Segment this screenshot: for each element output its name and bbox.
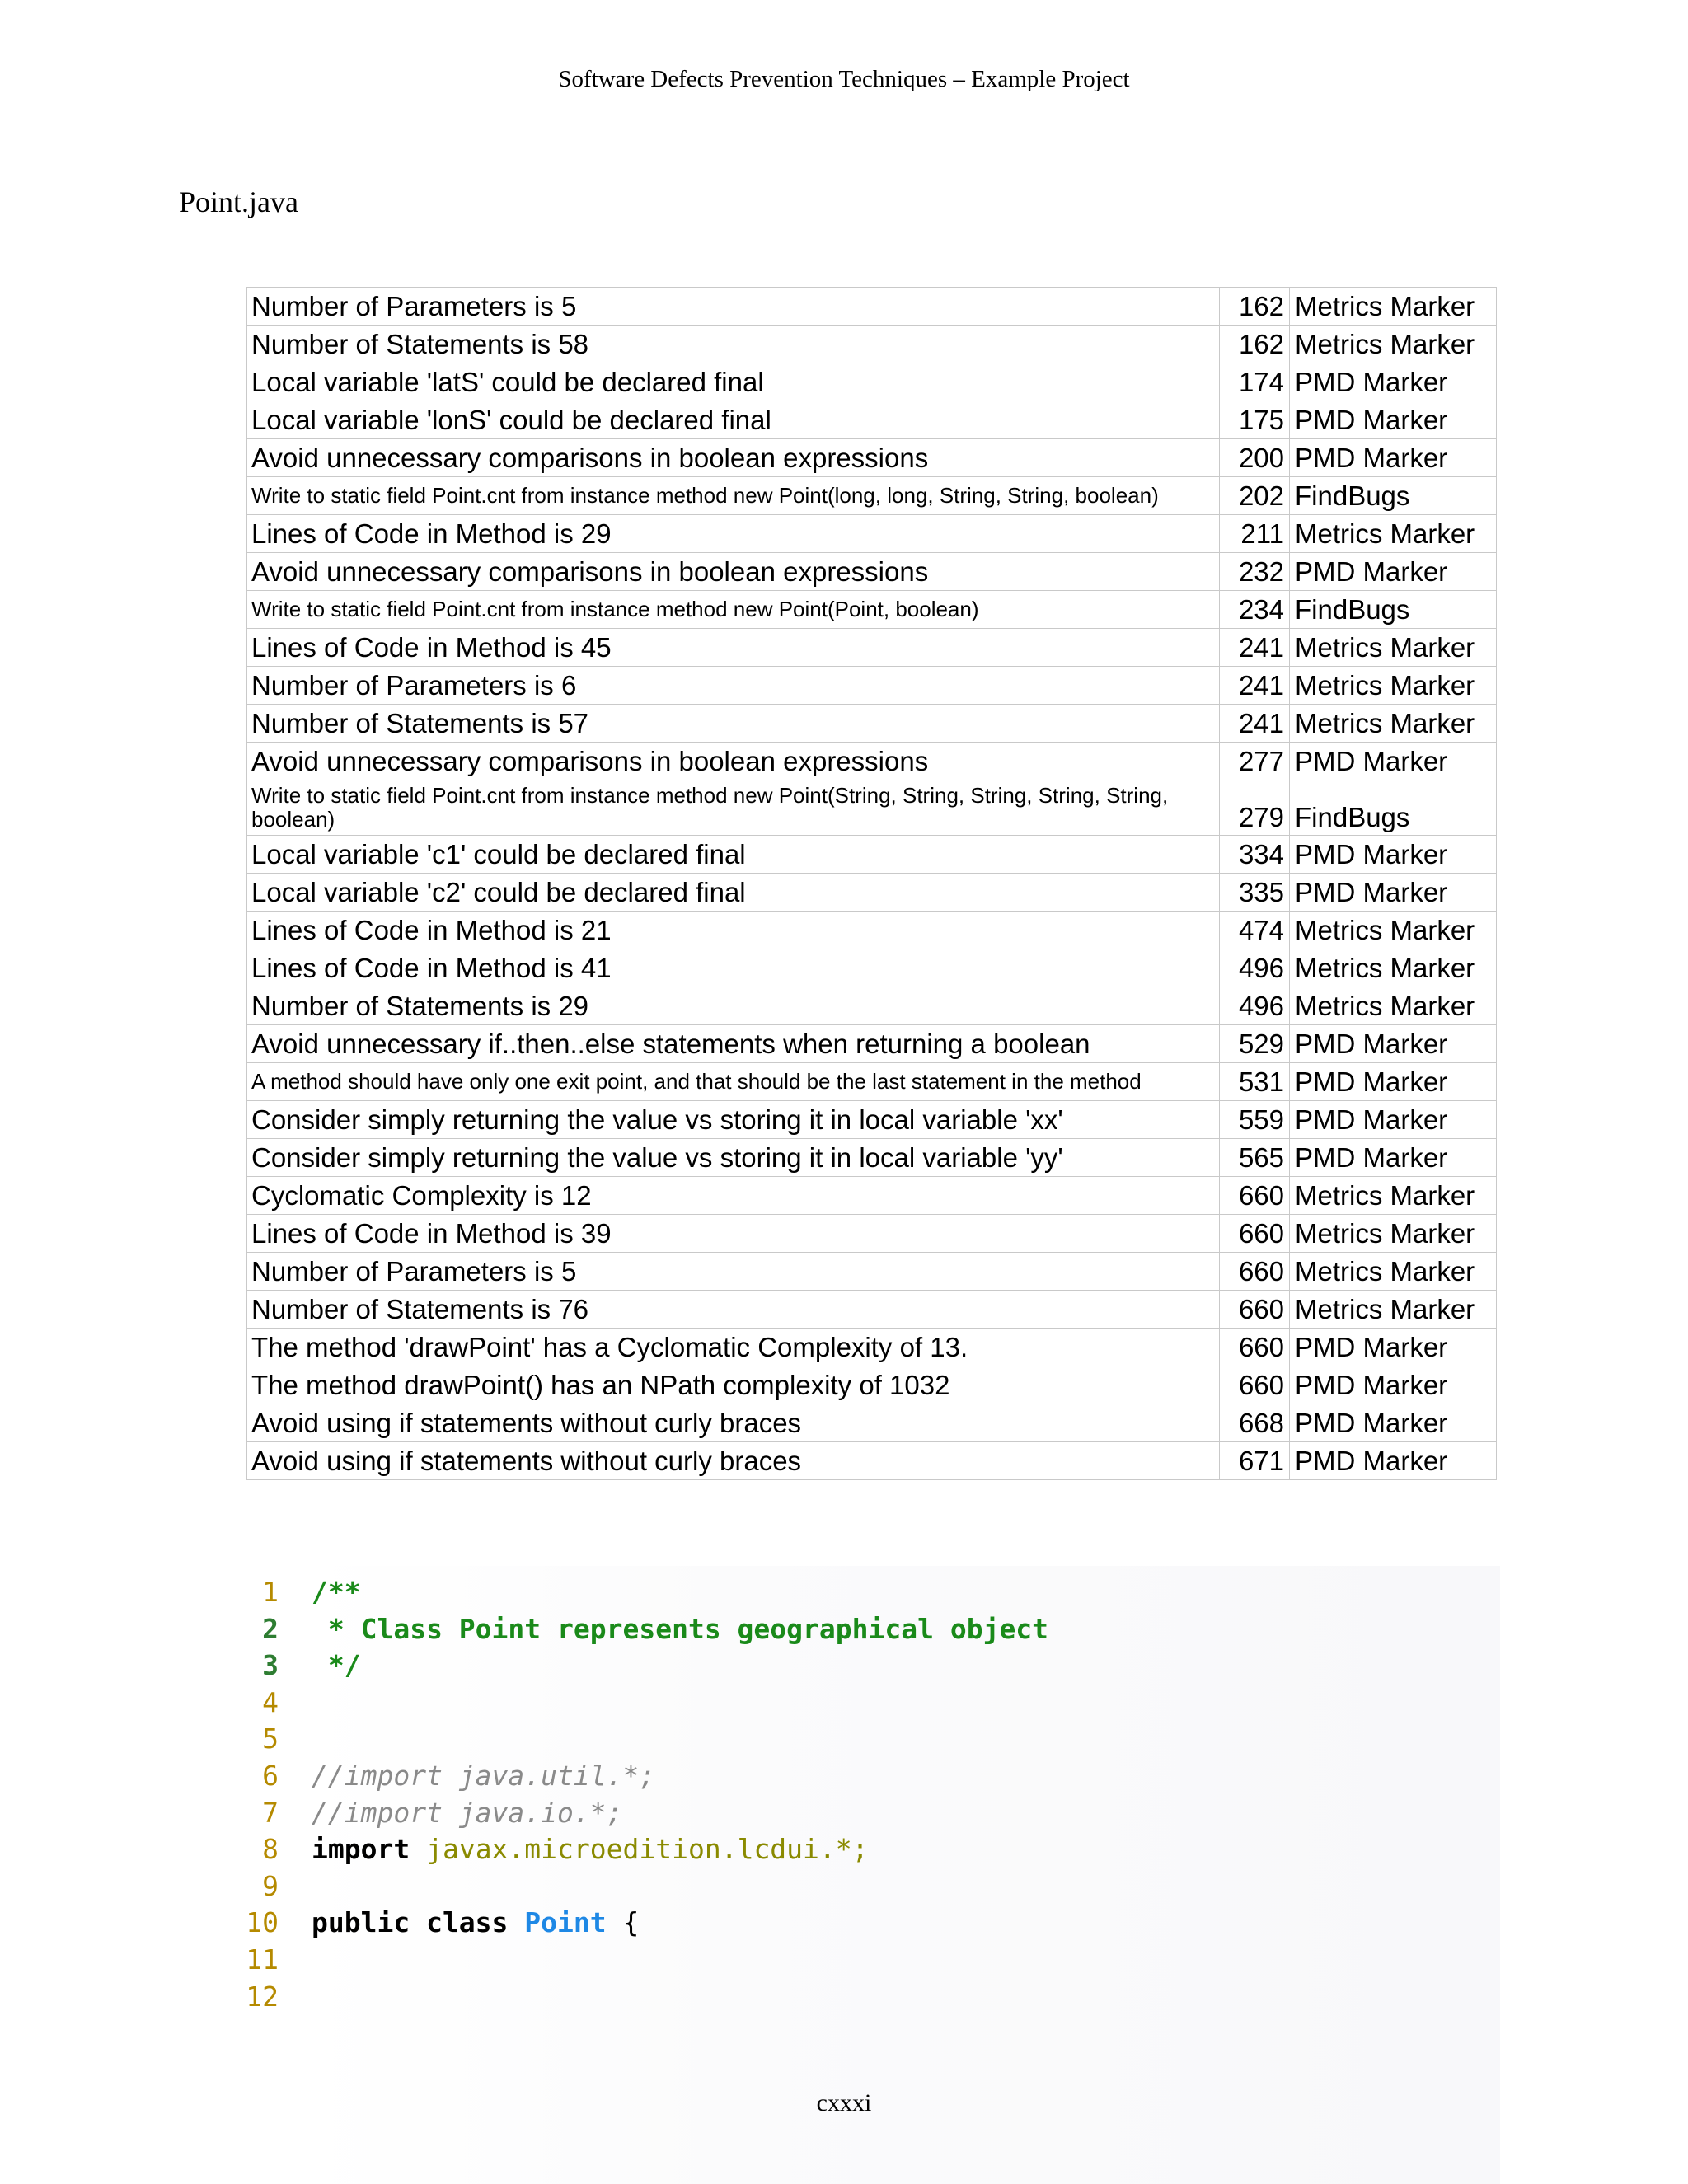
issue-description: Lines of Code in Method is 29: [247, 515, 1220, 553]
table-row: [247, 1404, 1497, 1442]
issue-description: Local variable 'lonS' could be declared final: [247, 401, 1220, 439]
table-row: [247, 780, 1497, 836]
issue-description: Lines of Code in Method is 39: [247, 1215, 1220, 1253]
table-row: [247, 705, 1497, 743]
issue-marker-type: FindBugs: [1290, 477, 1497, 515]
issue-line-number: 279: [1220, 780, 1290, 836]
issue-line-number: 241: [1220, 705, 1290, 743]
table-row: [247, 1063, 1497, 1101]
issue-marker-type: Metrics Marker: [1290, 288, 1497, 326]
code-line: [239, 1721, 1048, 1758]
issue-marker-type: PMD Marker: [1290, 1329, 1497, 1366]
issue-description: Lines of Code in Method is 45: [247, 629, 1220, 667]
table-row: [247, 326, 1497, 363]
issue-line-number: 496: [1220, 987, 1290, 1025]
table-row: [247, 1101, 1497, 1139]
line-number: 7: [262, 1796, 279, 1829]
issue-marker-type: PMD Marker: [1290, 836, 1497, 874]
issue-line-number: 529: [1220, 1025, 1290, 1063]
issue-description: The method 'drawPoint' has a Cyclomatic Complexity of 13.: [247, 1329, 1220, 1366]
issue-marker-type: Metrics Marker: [1290, 1253, 1497, 1291]
issue-description: Lines of Code in Method is 41: [247, 949, 1220, 987]
issue-line-number: 660: [1220, 1253, 1290, 1291]
table-row: [247, 553, 1497, 591]
table-row: [247, 667, 1497, 705]
table-row: [247, 629, 1497, 667]
issue-description: Avoid unnecessary if..then..else statements when returning a boolean: [247, 1025, 1220, 1063]
issue-marker-type: PMD Marker: [1290, 1404, 1497, 1442]
table-row: [247, 1139, 1497, 1177]
line-number: 6: [262, 1759, 279, 1792]
table-row: [247, 1442, 1497, 1480]
issue-marker-type: Metrics Marker: [1290, 667, 1497, 705]
code-token: Point: [524, 1906, 607, 1939]
code-line: [239, 1979, 1048, 2016]
table-row: [247, 1253, 1497, 1291]
issue-marker-type: FindBugs: [1290, 780, 1497, 836]
issue-line-number: 200: [1220, 439, 1290, 477]
issue-description: Avoid using if statements without curly braces: [247, 1442, 1220, 1480]
table-row: [247, 1291, 1497, 1329]
issue-description: The method drawPoint() has an NPath complexity of 1032: [247, 1366, 1220, 1404]
table-row: [247, 1177, 1497, 1215]
code-token: javax.microedition.lcdui.*;: [410, 1833, 869, 1866]
issue-line-number: 531: [1220, 1063, 1290, 1101]
issue-marker-type: Metrics Marker: [1290, 949, 1497, 987]
table-row: [247, 363, 1497, 401]
table-row: [247, 401, 1497, 439]
code-token: //import java.io.*;: [312, 1796, 623, 1829]
issue-marker-type: Metrics Marker: [1290, 1177, 1497, 1215]
issues-table: [246, 287, 1497, 1480]
table-row: [247, 836, 1497, 874]
issue-line-number: 660: [1220, 1291, 1290, 1329]
issue-marker-type: PMD Marker: [1290, 439, 1497, 477]
table-row: [247, 1329, 1497, 1366]
issue-description: Write to static field Point.cnt from instance method new Point(Point, boolean): [247, 591, 1220, 629]
line-number: 5: [262, 1722, 279, 1755]
issue-description: Write to static field Point.cnt from instance method new Point(String, String, String, String, String, boolean): [247, 780, 1220, 836]
issue-description: Number of Parameters is 6: [247, 667, 1220, 705]
page-number: cxxxi: [816, 2089, 872, 2116]
issue-marker-type: PMD Marker: [1290, 1025, 1497, 1063]
table-row: [247, 912, 1497, 949]
line-number: 1: [262, 1576, 279, 1608]
issue-marker-type: Metrics Marker: [1290, 1291, 1497, 1329]
issue-marker-type: Metrics Marker: [1290, 912, 1497, 949]
issue-description: Lines of Code in Method is 21: [247, 912, 1220, 949]
table-row: [247, 743, 1497, 780]
code-token: /**: [312, 1576, 361, 1608]
issue-description: Cyclomatic Complexity is 12: [247, 1177, 1220, 1215]
table-row: [247, 1215, 1497, 1253]
issue-line-number: 211: [1220, 515, 1290, 553]
table-row: [247, 515, 1497, 553]
issue-description: A method should have only one exit point, and that should be the last statement in the method: [247, 1063, 1220, 1101]
issue-description: Avoid unnecessary comparisons in boolean expressions: [247, 439, 1220, 477]
issue-line-number: 474: [1220, 912, 1290, 949]
line-number: 2: [262, 1612, 279, 1645]
issue-description: Avoid using if statements without curly braces: [247, 1404, 1220, 1442]
table-row: [247, 439, 1497, 477]
issue-marker-type: Metrics Marker: [1290, 987, 1497, 1025]
issue-marker-type: PMD Marker: [1290, 1366, 1497, 1404]
table-row: [247, 987, 1497, 1025]
issue-line-number: 162: [1220, 288, 1290, 326]
issue-marker-type: PMD Marker: [1290, 553, 1497, 591]
code-token: [508, 1906, 524, 1938]
issue-marker-type: Metrics Marker: [1290, 326, 1497, 363]
code-line: [239, 1758, 1048, 1795]
line-number: 3: [262, 1649, 279, 1682]
issue-description: Number of Statements is 29: [247, 987, 1220, 1025]
issue-marker-type: PMD Marker: [1290, 401, 1497, 439]
issue-marker-type: PMD Marker: [1290, 1101, 1497, 1139]
code-token: //import java.util.*;: [312, 1759, 656, 1792]
line-number: 12: [246, 1980, 279, 2013]
code-line: [239, 1942, 1048, 1979]
issue-marker-type: PMD Marker: [1290, 1442, 1497, 1480]
issue-line-number: 335: [1220, 874, 1290, 912]
line-number: 9: [262, 1869, 279, 1902]
issue-description: Local variable 'c2' could be declared final: [247, 874, 1220, 912]
code-line: [239, 1905, 1048, 1942]
issue-marker-type: Metrics Marker: [1290, 705, 1497, 743]
issue-line-number: 671: [1220, 1442, 1290, 1480]
issue-description: Number of Statements is 57: [247, 705, 1220, 743]
issue-description: Consider simply returning the value vs storing it in local variable 'xx': [247, 1101, 1220, 1139]
issue-description: Number of Parameters is 5: [247, 1253, 1220, 1291]
table-row: [247, 949, 1497, 987]
issue-line-number: 241: [1220, 629, 1290, 667]
issue-line-number: 232: [1220, 553, 1290, 591]
code-line: [239, 1685, 1048, 1722]
issue-marker-type: Metrics Marker: [1290, 515, 1497, 553]
issue-marker-type: PMD Marker: [1290, 1063, 1497, 1101]
issue-line-number: 668: [1220, 1404, 1290, 1442]
issue-marker-type: Metrics Marker: [1290, 629, 1497, 667]
issue-description: Local variable 'c1' could be declared final: [247, 836, 1220, 874]
table-row: [247, 1025, 1497, 1063]
issue-description: Number of Statements is 58: [247, 326, 1220, 363]
issue-line-number: 175: [1220, 401, 1290, 439]
code-line: [239, 1831, 1048, 1868]
issue-description: Number of Parameters is 5: [247, 288, 1220, 326]
code-token: public class: [312, 1906, 509, 1939]
issue-marker-type: Metrics Marker: [1290, 1215, 1497, 1253]
issue-marker-type: PMD Marker: [1290, 743, 1497, 780]
table-row: [247, 591, 1497, 629]
issue-line-number: 334: [1220, 836, 1290, 874]
line-number: 8: [262, 1833, 279, 1866]
issue-description: Avoid unnecessary comparisons in boolean expressions: [247, 743, 1220, 780]
code-line: [239, 1574, 1048, 1611]
issue-line-number: 496: [1220, 949, 1290, 987]
issue-line-number: 660: [1220, 1215, 1290, 1253]
page-header-title: Software Defects Prevention Techniques – Example Project: [558, 66, 1130, 92]
code-listing: [239, 1574, 1048, 2015]
table-row: [247, 874, 1497, 912]
issue-line-number: 660: [1220, 1329, 1290, 1366]
issue-description: Write to static field Point.cnt from instance method new Point(long, long, String, String, boolean): [247, 477, 1220, 515]
line-number: 4: [262, 1685, 279, 1718]
table-row: [247, 477, 1497, 515]
issue-description: Consider simply returning the value vs storing it in local variable 'yy': [247, 1139, 1220, 1177]
issue-marker-type: PMD Marker: [1290, 363, 1497, 401]
table-row: [247, 1366, 1497, 1404]
table-row: [247, 288, 1497, 326]
code-token: import: [312, 1833, 410, 1866]
issue-marker-type: PMD Marker: [1290, 1139, 1497, 1177]
code-token: * Class Point represents geographical object: [312, 1612, 1049, 1645]
issue-description: Avoid unnecessary comparisons in boolean expressions: [247, 553, 1220, 591]
line-number: 10: [246, 1906, 279, 1939]
issue-line-number: 202: [1220, 477, 1290, 515]
code-line: [239, 1868, 1048, 1905]
issue-marker-type: PMD Marker: [1290, 874, 1497, 912]
code-line: [239, 1611, 1048, 1648]
issue-line-number: 565: [1220, 1139, 1290, 1177]
issue-line-number: 559: [1220, 1101, 1290, 1139]
issue-line-number: 241: [1220, 667, 1290, 705]
issue-description: Local variable 'latS' could be declared final: [247, 363, 1220, 401]
code-token: */: [312, 1649, 361, 1682]
issue-line-number: 660: [1220, 1177, 1290, 1215]
issue-line-number: 174: [1220, 363, 1290, 401]
issue-line-number: 660: [1220, 1366, 1290, 1404]
issue-line-number: 234: [1220, 591, 1290, 629]
issue-marker-type: FindBugs: [1290, 591, 1497, 629]
code-token: {: [606, 1906, 640, 1939]
line-number: 11: [246, 1943, 279, 1975]
file-title: Point.java: [179, 185, 298, 218]
code-line: [239, 1795, 1048, 1832]
code-line: [239, 1647, 1048, 1685]
issue-line-number: 162: [1220, 326, 1290, 363]
issue-line-number: 277: [1220, 743, 1290, 780]
issue-description: Number of Statements is 76: [247, 1291, 1220, 1329]
